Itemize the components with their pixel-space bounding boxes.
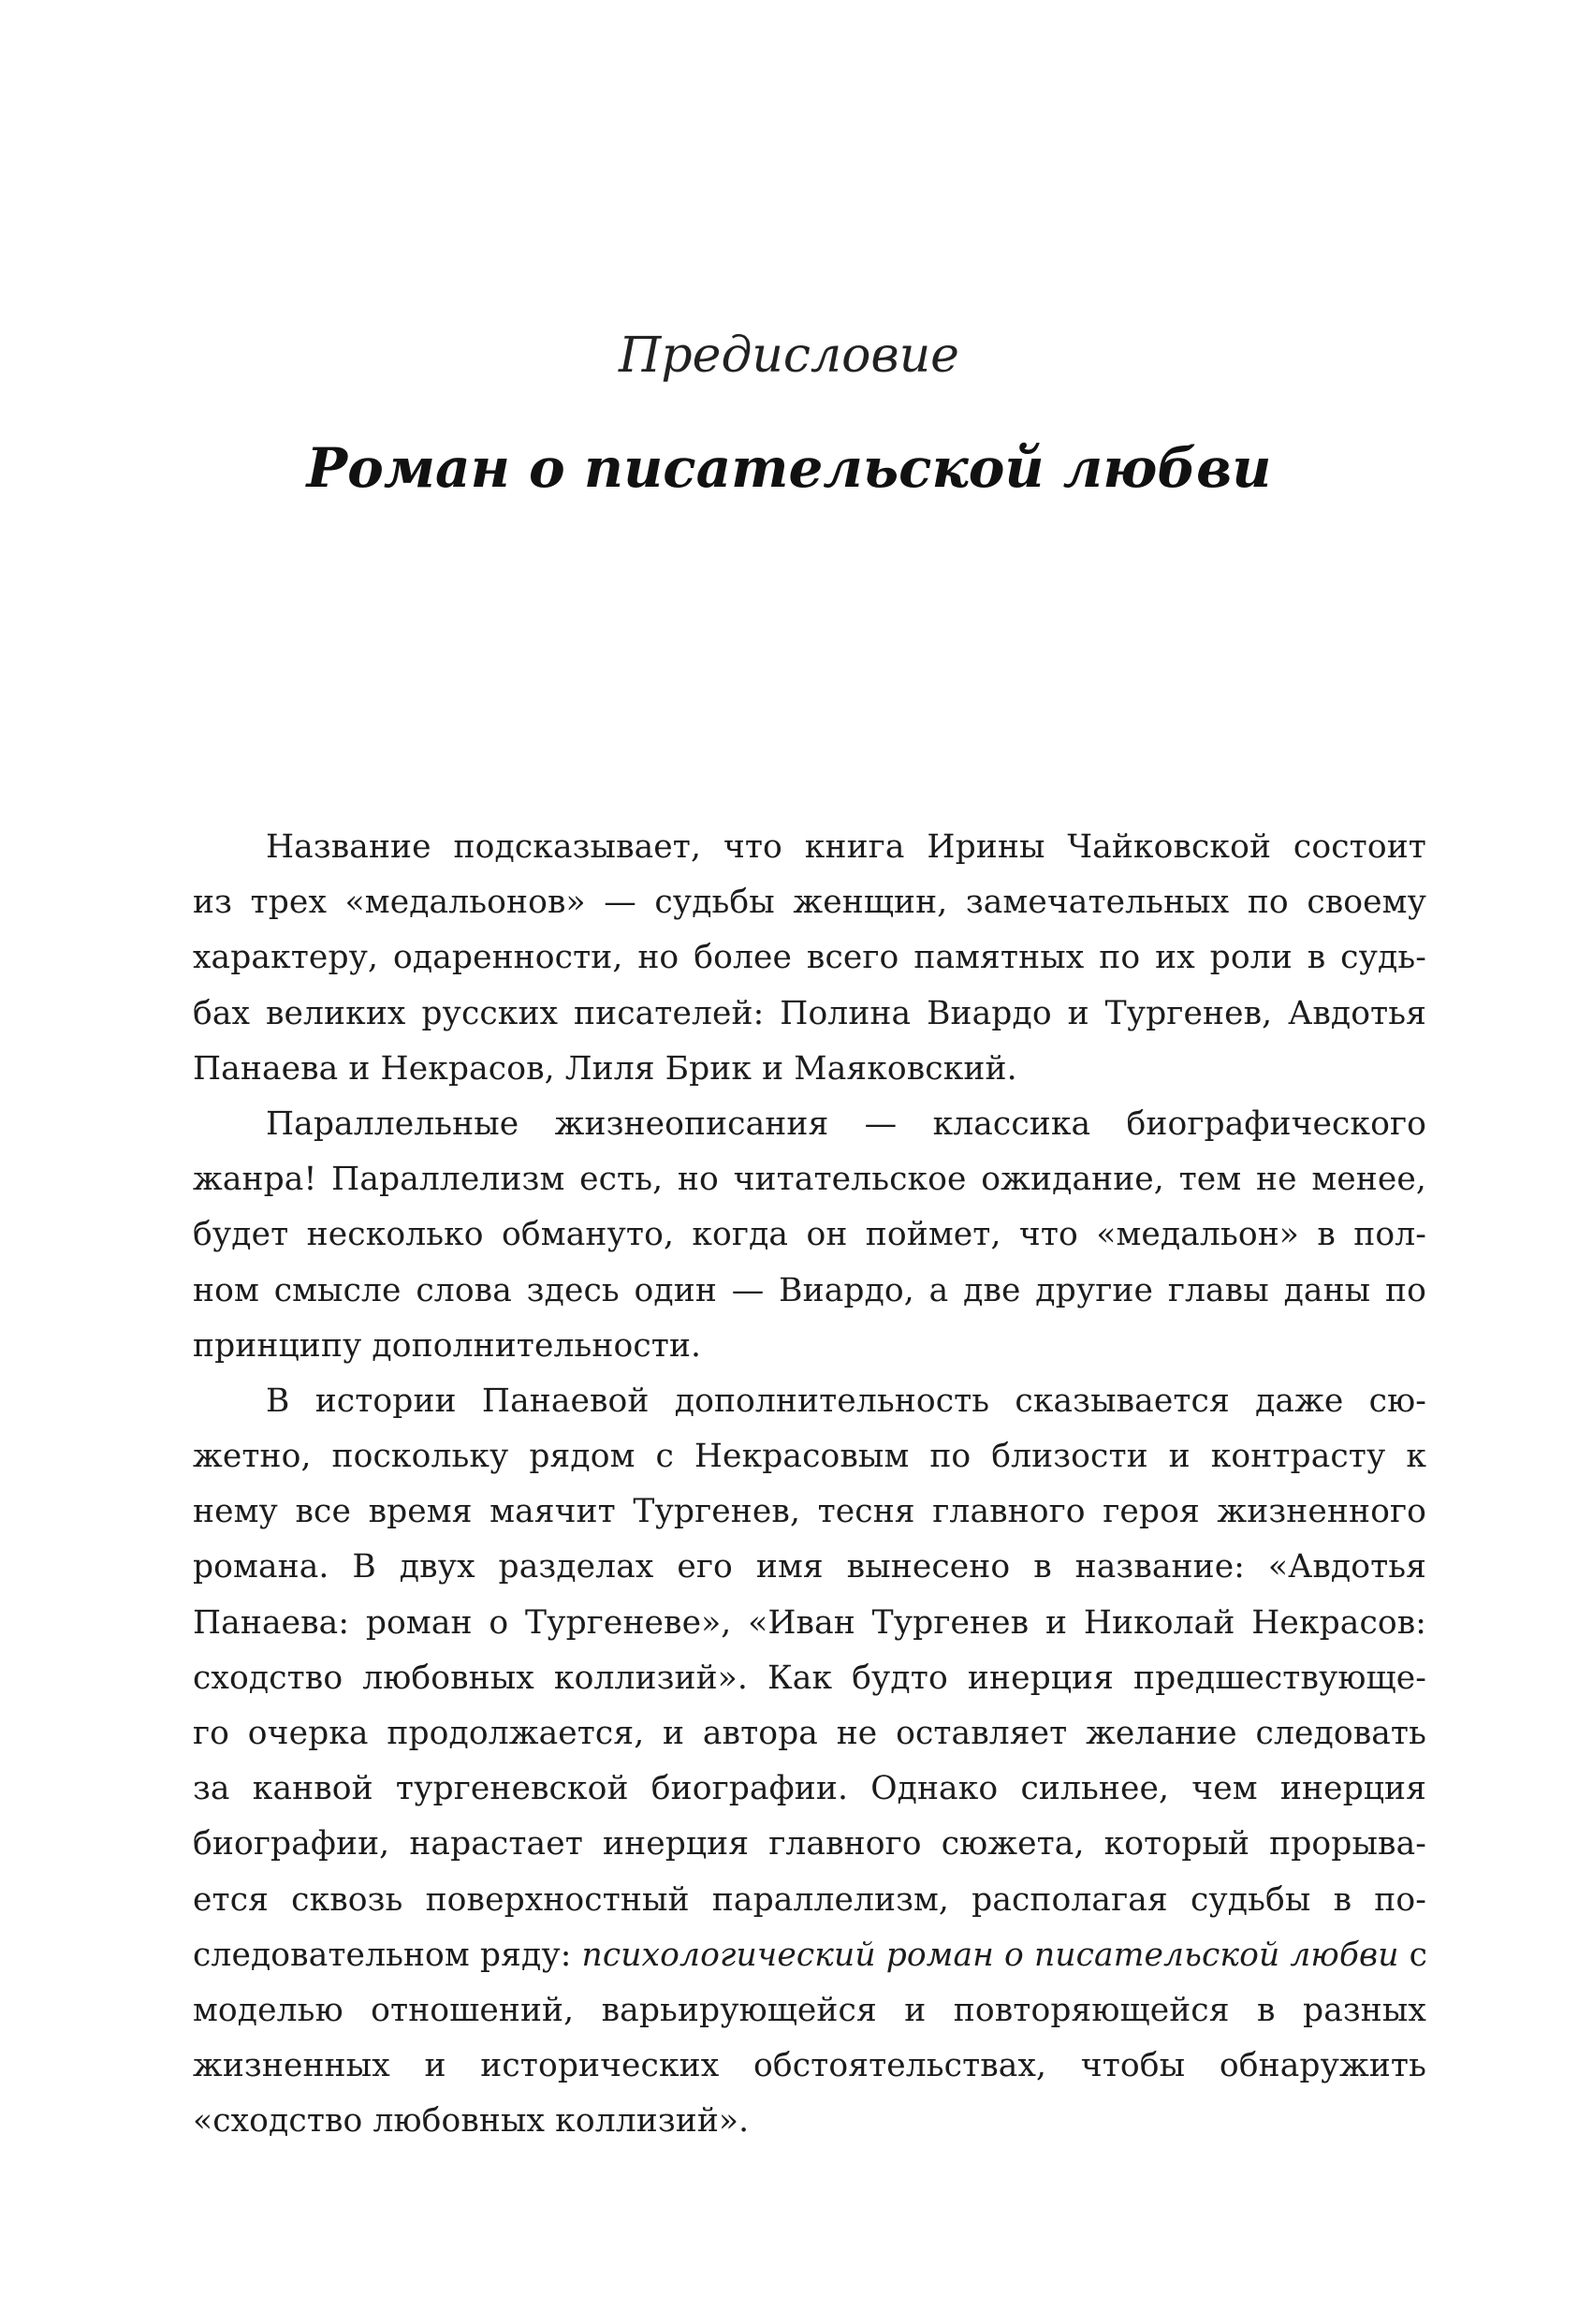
text-line: романа. В двух разделах его имя вынесено в название: «Авдотья (193, 1548, 1426, 1586)
text-line: характеру, одаренности, но более всего памятных по их роли в судь- (193, 939, 1426, 977)
chapter-title: Роман о писательской любви (306, 436, 1272, 500)
text-line: Панаева: роман о Тургеневе», «Иван Тургенев и Николай Некрасов: (193, 1603, 1426, 1642)
section-label: Предисловие (619, 328, 959, 384)
text-line: го очерка продолжается, и автора не оставляет желание следовать (193, 1715, 1426, 1752)
text-line-with-emphasis (193, 1928, 1426, 1983)
text-line: ется сквозь поверхностный параллелизм, располагая судьбы в по- (193, 1880, 1426, 1919)
text-line: «сходство любовных коллизий». (193, 2102, 750, 2141)
text-line: бах великих русских писателей: Полина Виардо и Тургенев, Авдотья (193, 994, 1426, 1032)
text-line: из трех «медальонов» — судьбы женщин, замечательных по своему (193, 884, 1426, 922)
body-text (193, 820, 1426, 2150)
text-line: нему все время маячит Тургенев, тесня главного героя жизненного (193, 1493, 1426, 1531)
text-line: Параллельные жизнеописания — классика биографического (266, 1104, 1426, 1143)
text-line: В истории Панаевой дополнительность сказывается даже сю- (266, 1381, 1426, 1420)
text-line: будет несколько обмануто, когда он поймет, что «медальон» в пол- (193, 1216, 1426, 1254)
text-line: принципу дополнительности. (193, 1326, 702, 1365)
text-line: ном смысле слова здесь один — Виардо, а две другие главы даны по (193, 1271, 1426, 1309)
text-line: сходство любовных коллизий». Как будто инерция предшествующе- (193, 1659, 1426, 1697)
text-line: жизненных и исторических обстоятельствах, чтобы обнаружить (193, 2047, 1426, 2085)
text-line: биографии, нарастает инерция главного сюжета, который прорыва- (193, 1825, 1426, 1864)
text-line: жанра! Параллелизм есть, но читательское ожидание, тем не менее, (193, 1161, 1426, 1199)
text-fragment: следовательном ряду: (193, 1936, 582, 1974)
text-line: Панаева и Некрасов, Лиля Брик и Маяковский. (193, 1049, 1017, 1088)
text-line: Название подсказывает, что книга Ирины Чайковской состоит (266, 828, 1426, 866)
text-line: за канвой тургеневской биографии. Однако сильнее, чем инерция (193, 1770, 1426, 1808)
emphasized-phrase: психологический роман о писательской любви (581, 1936, 1399, 1974)
text-fragment: с (1398, 1936, 1428, 1974)
text-line: моделью отношений, варьирующейся и повторяющейся в разных (193, 1991, 1426, 2029)
text-line: жетно, поскольку рядом с Некрасовым по близости и контрасту к (193, 1438, 1426, 1476)
